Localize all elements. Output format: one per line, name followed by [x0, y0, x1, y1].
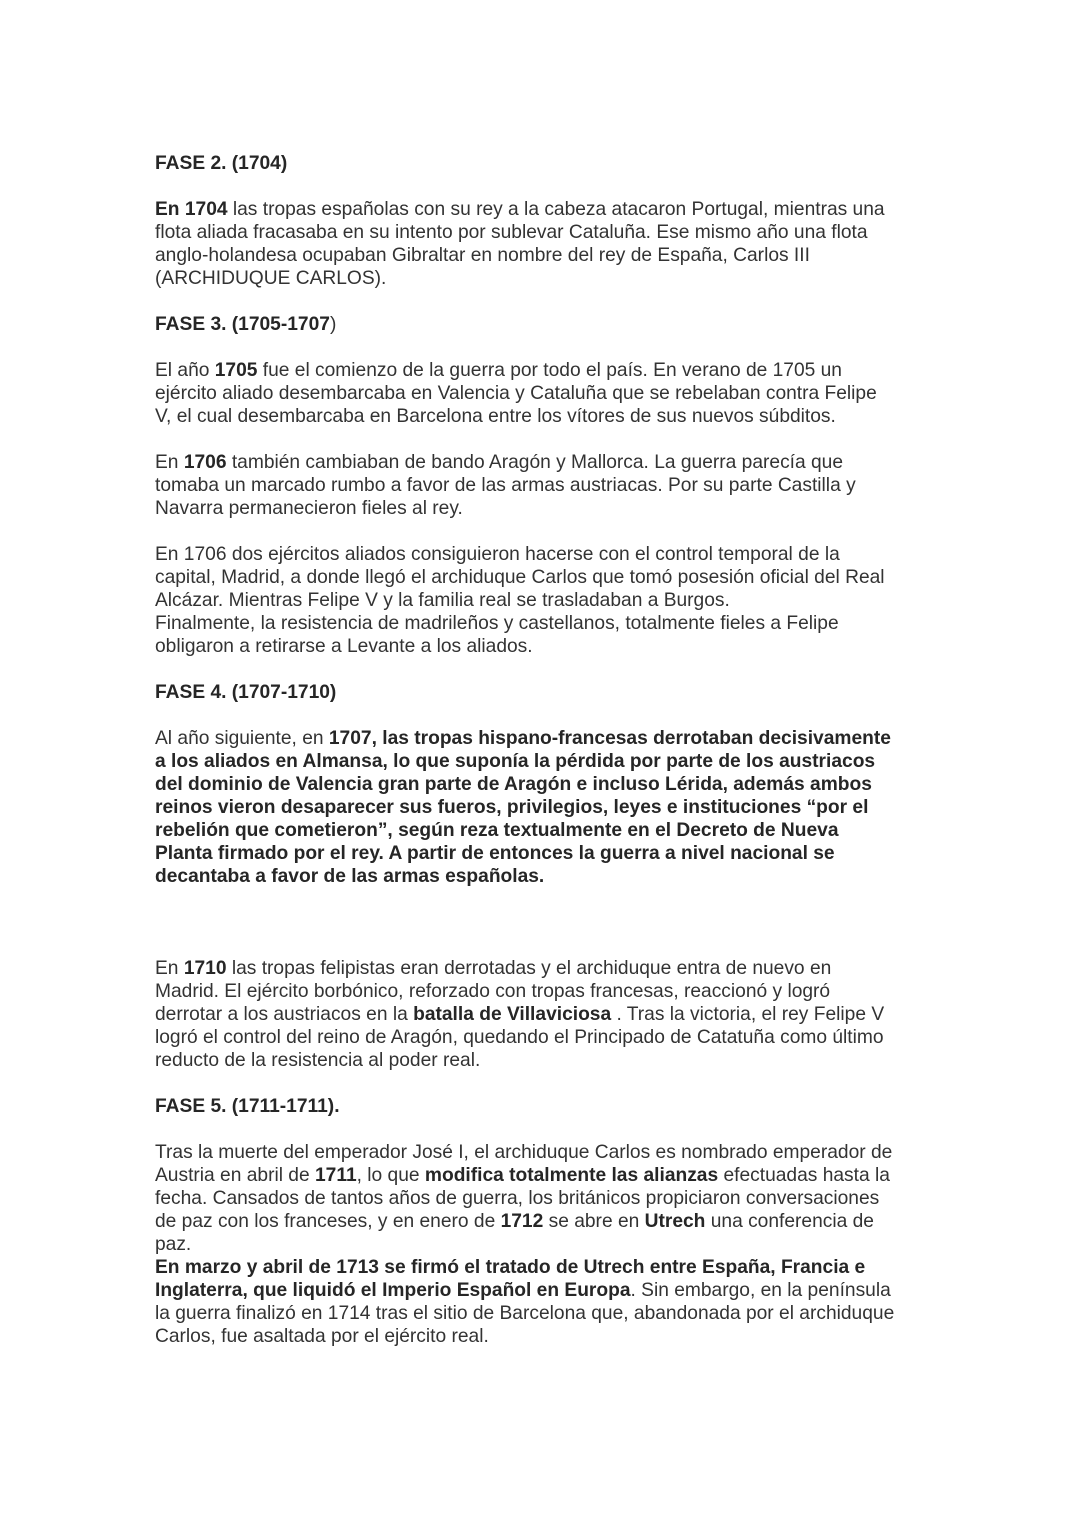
bold-text: decantaba a favor de las armas españolas.: [155, 866, 545, 887]
text: (ARCHIDUQUE CARLOS).: [155, 268, 387, 289]
text: fecha. Cansados de tantos años de guerra, los británicos propiciaron conversaciones: [155, 1188, 880, 1209]
text: Al año siguiente, en: [155, 728, 329, 749]
text: Finalmente, la resistencia de madrileños y castellanos, totalmente fieles a Felipe: [155, 613, 839, 634]
text-line: [155, 497, 955, 520]
text: tomaba un marcado rumbo a favor de las armas austriacas. Por su parte Castilla y: [155, 475, 856, 496]
bold-text: En 1704: [155, 199, 228, 220]
text-line: [155, 842, 955, 865]
bold-text: reinos vieron desaparecer sus fueros, privilegios, leyes e instituciones “por el: [155, 797, 869, 818]
text-line: [155, 451, 955, 474]
text-line: [155, 635, 955, 658]
text-line: [155, 819, 955, 842]
bold-text: 1712: [500, 1211, 544, 1232]
text-line: [155, 1187, 955, 1210]
text: paz.: [155, 1234, 192, 1255]
text: logró el control del reino de Aragón, quedando el Principado de Catatuña como último: [155, 1027, 884, 1048]
text: . Tras la victoria, el rey Felipe V: [611, 1004, 885, 1025]
bold-text: batalla de Villaviciosa: [413, 1004, 612, 1025]
text-line: [155, 152, 955, 175]
text: fue el comienzo de la guerra por todo el país. En verano de 1705 un: [257, 360, 842, 381]
bold-text: 1706: [183, 452, 227, 473]
bold-text: FASE 2. (1704): [155, 153, 288, 174]
text: . Sin embargo, en la península: [630, 1280, 891, 1301]
text: Madrid. El ejército borbónico, reforzado con tropas francesas, reaccionó y logró: [155, 981, 831, 1002]
text-line: [155, 198, 955, 221]
paragraph: [155, 727, 955, 888]
text: anglo-holandesa ocupaban Gibraltar en nombre del rey de España, Carlos III: [155, 245, 810, 266]
document-body: [155, 152, 955, 1348]
paragraph: [155, 359, 955, 428]
text: una conferencia de: [705, 1211, 874, 1232]
bold-text: 1710: [183, 958, 227, 979]
text: de paz con los franceses, y en enero de: [155, 1211, 501, 1232]
section-heading: [155, 1095, 955, 1118]
paragraph: [155, 957, 955, 1072]
text: V, el cual desembarcaba en Barcelona entre los vítores de sus nuevos súbditos.: [155, 406, 836, 427]
text: flota aliada fracasaba en su intento por sublevar Cataluña. Ese mismo año una flota: [155, 222, 868, 243]
bold-text: del dominio de Valencia gran parte de Aragón e incluso Lérida, además ambos: [155, 774, 872, 795]
section-heading: [155, 313, 955, 336]
bold-text: FASE 5. (1711-1711).: [155, 1096, 340, 1117]
text-line: [155, 1233, 955, 1256]
paragraph: [155, 198, 955, 290]
text-line: [155, 1325, 955, 1348]
text: capital, Madrid, a donde llegó el archiduque Carlos que tomó posesión oficial del Real: [155, 567, 885, 588]
text: Tras la muerte del emperador José I, el archiduque Carlos es nombrado emperador de: [155, 1142, 893, 1163]
text-line: [155, 980, 955, 1003]
section-heading: [155, 681, 955, 704]
text: Alcázar. Mientras Felipe V y la familia real se trasladaban a Burgos.: [155, 590, 730, 611]
text: obligaron a retirarse a Levante a los aliados.: [155, 636, 533, 657]
text-line: [155, 474, 955, 497]
bold-text: a los aliados en Almansa, lo que suponía la pérdida por parte de los austriacos: [155, 751, 876, 772]
text-line: [155, 382, 955, 405]
text-line: [155, 1256, 955, 1279]
bold-text: rebelión que cometieron”, según reza textualmente en el Decreto de Nueva: [155, 820, 839, 841]
text-line: [155, 267, 955, 290]
text: también cambiaban de bando Aragón y Mallorca. La guerra parecía que: [226, 452, 844, 473]
text: ejército aliado desembarcaba en Valencia y Cataluña que se rebelaban contra Felipe: [155, 383, 877, 404]
text-line: [155, 865, 955, 888]
bold-text: FASE 3. (1705-1707: [155, 314, 330, 335]
text-line: [155, 1049, 955, 1072]
text-line: [155, 313, 955, 336]
text: En: [155, 958, 184, 979]
text: derrotar a los austriacos en la: [155, 1004, 414, 1025]
text-line: [155, 1302, 955, 1325]
paragraph: [155, 1141, 955, 1348]
bold-text: Inglaterra, que liquidó el Imperio Español en Europa: [155, 1280, 631, 1301]
text: Carlos, fue asaltada por el ejército real.: [155, 1326, 489, 1347]
bold-text: Planta firmado por el rey. A partir de entonces la guerra a nivel nacional se: [155, 843, 835, 864]
text-line: [155, 1210, 955, 1233]
bold-text: En marzo y abril de 1713 se firmó el tratado de Utrech entre España, Francia e: [155, 1257, 866, 1278]
bold-text: 1705: [214, 360, 258, 381]
text: las tropas españolas con su rey a la cabeza atacaron Portugal, mientras una: [227, 199, 885, 220]
bold-text: FASE 4. (1707-1710): [155, 682, 337, 703]
section-heading: [155, 152, 955, 175]
text-line: [155, 957, 955, 980]
text-line: [155, 1003, 955, 1026]
text-line: [155, 1164, 955, 1187]
text-line: [155, 543, 955, 566]
text: ): [329, 314, 337, 335]
bold-text: 1707, las tropas hispano-francesas derrotaban decisivamente: [328, 728, 891, 749]
text-line: [155, 612, 955, 635]
text-line: [155, 566, 955, 589]
bold-text: modifica totalmente las alianzas: [424, 1165, 719, 1186]
text-line: [155, 1279, 955, 1302]
text: las tropas felipistas eran derrotadas y el archiduque entra de nuevo en: [226, 958, 832, 979]
text-line: [155, 244, 955, 267]
text: Austria en abril de: [155, 1165, 315, 1186]
text-line: [155, 359, 955, 382]
bold-text: Utrech: [644, 1211, 706, 1232]
text: En: [155, 452, 184, 473]
text: la guerra finalizó en 1714 tras el sitio de Barcelona que, abandonada por el archiduque: [155, 1303, 895, 1324]
text-line: [155, 796, 955, 819]
text-line: [155, 1026, 955, 1049]
text: Navarra permanecieron fieles al rey.: [155, 498, 463, 519]
text-line: [155, 1141, 955, 1164]
text-line: [155, 1095, 955, 1118]
bold-text: 1711: [314, 1165, 357, 1186]
text: se abre en: [543, 1211, 645, 1232]
text-line: [155, 773, 955, 796]
text: reducto de la resistencia al poder real.: [155, 1050, 481, 1071]
text: efectuadas hasta la: [718, 1165, 890, 1186]
text-line: [155, 681, 955, 704]
text-line: [155, 405, 955, 428]
text: El año: [155, 360, 215, 381]
text: En 1706 dos ejércitos aliados consiguieron hacerse con el control temporal de la: [155, 544, 840, 565]
text-line: [155, 221, 955, 244]
paragraph: [155, 543, 955, 658]
text-line: [155, 589, 955, 612]
paragraph: [155, 451, 955, 520]
text: , lo que: [356, 1165, 425, 1186]
text-line: [155, 750, 955, 773]
text-line: [155, 727, 955, 750]
